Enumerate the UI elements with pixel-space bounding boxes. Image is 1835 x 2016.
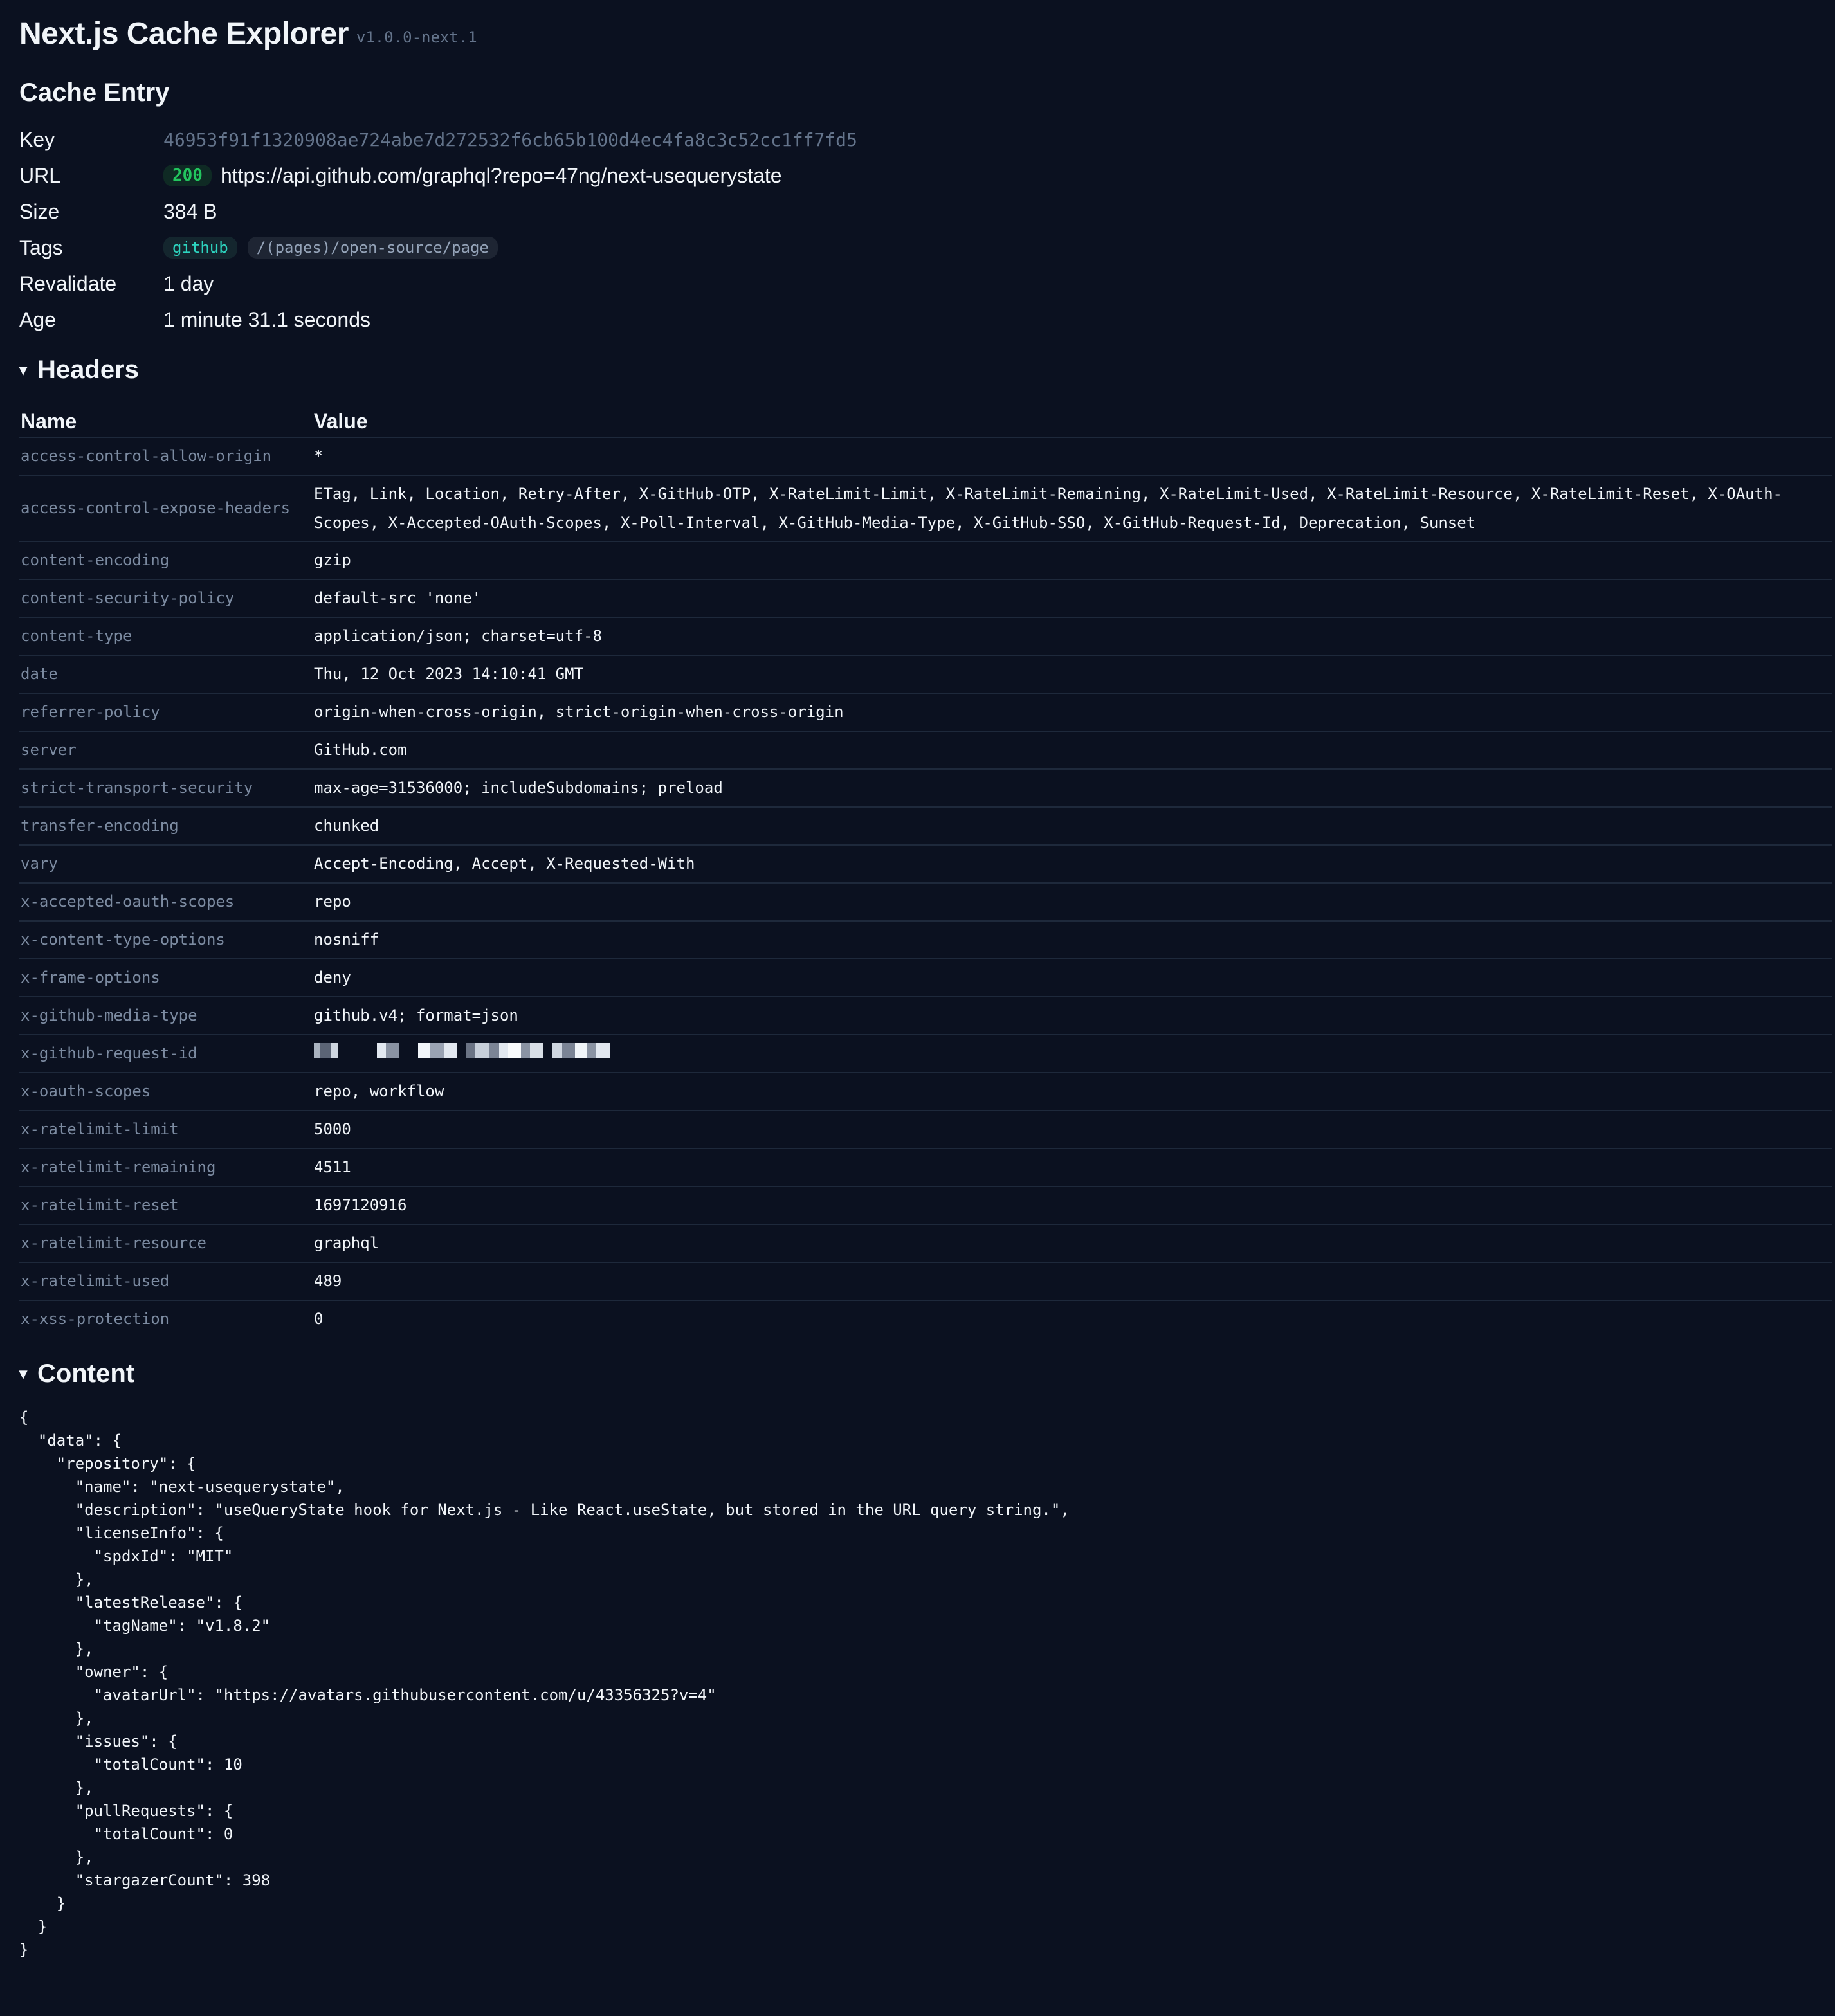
- header-name: x-ratelimit-limit: [19, 1111, 313, 1149]
- app-title: Next.js Cache Explorer: [19, 16, 349, 51]
- header-name: x-accepted-oauth-scopes: [19, 883, 313, 921]
- table-row: [19, 475, 1832, 541]
- header-name: x-ratelimit-remaining: [19, 1149, 313, 1186]
- header-value: max-age=31536000; includeSubdomains; preload: [313, 769, 1832, 807]
- table-row: [19, 1035, 1832, 1073]
- header-value: 1697120916: [313, 1186, 1832, 1224]
- header-value: github.v4; format=json: [313, 997, 1832, 1035]
- header-value: [313, 475, 1832, 541]
- header-value: *: [313, 437, 1832, 475]
- header-name: x-ratelimit-resource: [19, 1224, 313, 1262]
- header-name: date: [19, 655, 313, 693]
- table-row: [19, 1111, 1832, 1149]
- table-row: [19, 997, 1832, 1035]
- header-name: x-github-media-type: [19, 997, 313, 1035]
- headers-table: [19, 406, 1832, 1338]
- content-heading: Content: [37, 1359, 135, 1388]
- size-row: [19, 194, 1833, 230]
- header-name: content-encoding: [19, 541, 313, 579]
- table-row: [19, 693, 1832, 731]
- header-name: server: [19, 731, 313, 769]
- header-value-line-2: Scopes, X-Accepted-OAuth-Scopes, X-Poll-Interval, X-GitHub-Media-Type, X-GitHub-SSO, X-GitHub-Request-Id, Deprecation, Sunset: [314, 513, 1476, 532]
- header-value-line-1: ETag, Link, Location, Retry-After, X-GitHub-OTP, X-RateLimit-Limit, X-RateLimit-Remaining, X-RateLimit-Used, X-RateLimit-Resource, X-RateLimit-Reset, X-OAuth-: [314, 484, 1782, 503]
- size-label: Size: [19, 199, 60, 223]
- url-label: URL: [19, 163, 61, 187]
- table-row: [19, 617, 1832, 655]
- key-label: Key: [19, 127, 55, 151]
- tags-row: [19, 230, 1833, 266]
- table-row: [19, 437, 1832, 475]
- header-name: x-frame-options: [19, 959, 313, 997]
- content-toggle[interactable]: [19, 1356, 1833, 1392]
- table-row: [19, 1073, 1832, 1111]
- header-name: x-ratelimit-reset: [19, 1186, 313, 1224]
- header-value: nosniff: [313, 921, 1832, 959]
- table-row: [19, 1300, 1832, 1338]
- age-value: 1 minute 31.1 seconds: [163, 307, 370, 331]
- table-row: [19, 541, 1832, 579]
- header-value: graphql: [313, 1224, 1832, 1262]
- column-header-name: Name: [19, 406, 313, 437]
- header-value: [313, 1035, 1832, 1073]
- caret-down-icon: ▾: [19, 1365, 28, 1383]
- table-row: [19, 921, 1832, 959]
- header-name: access-control-allow-origin: [19, 437, 313, 475]
- header-name: access-control-expose-headers: [19, 475, 313, 541]
- headers-section: [19, 352, 1833, 1338]
- header-name: transfer-encoding: [19, 807, 313, 845]
- table-row: [19, 959, 1832, 997]
- table-row: [19, 883, 1832, 921]
- header-value: 0: [314, 1310, 324, 1328]
- size-value: 384 B: [163, 199, 217, 223]
- header-name: content-security-policy: [19, 579, 313, 617]
- header-value: 4511: [313, 1149, 1832, 1186]
- tag-badge-github[interactable]: github: [163, 237, 237, 259]
- age-label: Age: [19, 307, 56, 331]
- headers-toggle[interactable]: [19, 352, 1833, 388]
- key-value[interactable]: 46953f91f1320908ae724abe7d272532f6cb65b100d4ec4fa8c3c52cc1ff7fd5: [163, 129, 857, 150]
- header-value: Thu, 12 Oct 2023 14:10:41 GMT: [313, 655, 1832, 693]
- headers-table-head: [19, 406, 1832, 437]
- cache-entry-section: [19, 78, 1833, 338]
- revalidate-value: 1 day: [163, 271, 214, 295]
- table-row: [19, 769, 1832, 807]
- table-row: [19, 1186, 1832, 1224]
- table-row: [19, 655, 1832, 693]
- status-badge: 200: [163, 165, 212, 186]
- url-value[interactable]: https://api.github.com/graphql?repo=47ng/next-usequerystate: [220, 163, 782, 187]
- header-value: Accept-Encoding, Accept, X-Requested-With: [313, 845, 1832, 883]
- table-row: [19, 845, 1832, 883]
- page: [19, 0, 1833, 1961]
- app-header: [19, 0, 1833, 67]
- header-name: strict-transport-security: [19, 769, 313, 807]
- header-name: referrer-policy: [19, 693, 313, 731]
- header-name: x-xss-protection: [21, 1310, 170, 1328]
- key-row: [19, 122, 1833, 158]
- table-row: [19, 1149, 1832, 1186]
- header-name: vary: [19, 845, 313, 883]
- header-value: 5000: [313, 1111, 1832, 1149]
- header-value: GitHub.com: [313, 731, 1832, 769]
- url-row: [19, 158, 1833, 194]
- redacted-value: [314, 1042, 610, 1060]
- tags-label: Tags: [19, 235, 63, 259]
- header-value: deny: [313, 959, 1832, 997]
- table-row: [19, 1224, 1832, 1262]
- content-json[interactable]: { "data": { "repository": { "name": "next-usequerystate", "description": "useQueryState hook for Next.js - Like React.useState, but stored in the URL query string.", "licenseInfo": { "spdxId": "MIT" }, "latestRelease": { "tagName": "v1.8.2" }, "owner": { "avatarUrl": "https://avatars.githubusercontent.com/u/43356325?v=4" }, "issues": { "totalCount": 10 }, "pullRequests": { "totalCount": 0 }, "stargazerCount": 398 } } }: [19, 1408, 1070, 1959]
- header-value: origin-when-cross-origin, strict-origin-when-cross-origin: [313, 693, 1832, 731]
- header-name: x-content-type-options: [19, 921, 313, 959]
- header-value: repo, workflow: [313, 1073, 1832, 1111]
- header-value: gzip: [313, 541, 1832, 579]
- header-value: repo: [313, 883, 1832, 921]
- content-section: [19, 1356, 1833, 1961]
- table-row: [19, 731, 1832, 769]
- revalidate-row: [19, 266, 1833, 302]
- table-row: [19, 1262, 1832, 1300]
- app-version: v1.0.0-next.1: [356, 28, 477, 46]
- caret-down-icon: ▾: [19, 361, 28, 379]
- table-row: [19, 579, 1832, 617]
- revalidate-label: Revalidate: [19, 271, 117, 295]
- column-header-value: Value: [313, 406, 1832, 437]
- header-value: chunked: [313, 807, 1832, 845]
- header-value: application/json; charset=utf-8: [313, 617, 1832, 655]
- header-name: content-type: [19, 617, 313, 655]
- header-name: x-oauth-scopes: [19, 1073, 313, 1111]
- header-value: 489: [313, 1262, 1832, 1300]
- header-name: x-github-request-id: [19, 1035, 313, 1073]
- headers-heading: Headers: [37, 355, 139, 384]
- tag-badge-page[interactable]: /(pages)/open-source/page: [248, 237, 498, 259]
- header-name: x-ratelimit-used: [19, 1262, 313, 1300]
- header-value: default-src 'none': [313, 579, 1832, 617]
- table-row: [19, 807, 1832, 845]
- age-row: [19, 302, 1833, 338]
- cache-entry-heading: Cache Entry: [19, 78, 170, 107]
